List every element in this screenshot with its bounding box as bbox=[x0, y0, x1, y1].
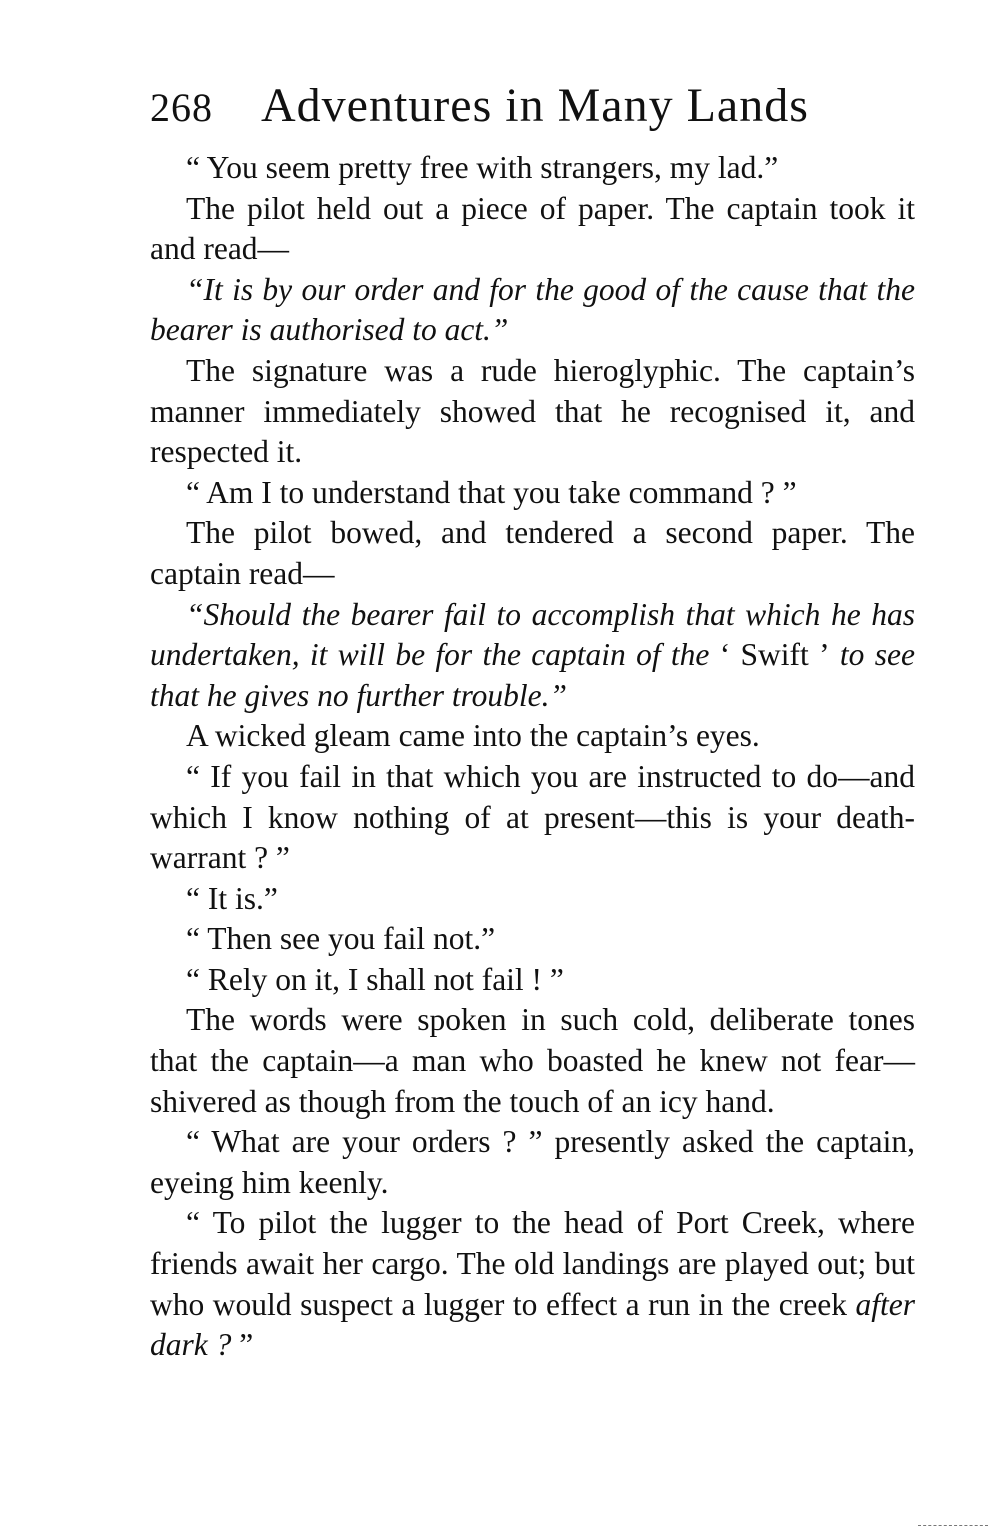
paragraph: “ What are your orders ? ” presently asked the captain, eyeing him keenly. bbox=[150, 1124, 915, 1200]
paragraph-text: ” bbox=[231, 1327, 254, 1363]
paragraph: “ Rely on it, I shall not fail ! ” bbox=[186, 961, 564, 997]
paragraph: “ Am I to understand that you take command ? ” bbox=[186, 474, 797, 510]
paragraph: “ You seem pretty free with strangers, my lad.” bbox=[186, 150, 779, 185]
ship-name: ‘ Swift ’ bbox=[719, 637, 830, 673]
paragraph: The signature was a rude hieroglyphic. The captain’s manner immediately showed that he recognised it, and respected it. bbox=[150, 352, 915, 470]
emphasis: after dark ? bbox=[150, 1286, 915, 1363]
paragraph: “ If you fail in that which you are instructed to do—and which I know nothing of at present—this is your death-warrant ? ” bbox=[150, 758, 915, 876]
quoted-note bbox=[150, 595, 915, 717]
body-text bbox=[150, 148, 915, 1366]
paragraph: The pilot held out a piece of paper. The captain took it and read— bbox=[150, 190, 915, 267]
paragraph: A wicked gleam came into the captain’s eyes. bbox=[186, 718, 760, 754]
quoted-note: “It is by our order and for the good of the cause that the bearer is authorised to act.” bbox=[150, 271, 915, 348]
book-title: Adventures in Many Lands bbox=[261, 79, 809, 132]
page-number: 268 bbox=[150, 85, 213, 130]
paragraph: The words were spoken in such cold, deliberate tones that the captain—a man who boasted he knew not fear—shivered as though from the touch of an icy hand. bbox=[150, 1002, 915, 1119]
paragraph: The pilot bowed, and tendered a second paper. The captain read— bbox=[150, 515, 915, 591]
note-text: “Should the bearer fail to accomplish that which he has undertaken, it will be for the captain of the bbox=[150, 596, 915, 673]
running-head bbox=[150, 78, 915, 148]
scan-mark bbox=[918, 1525, 988, 1526]
paragraph bbox=[150, 1203, 915, 1365]
paragraph: “ It is.” bbox=[186, 880, 278, 916]
paragraph: “ Then see you fail not.” bbox=[186, 921, 496, 957]
book-page bbox=[150, 78, 915, 1366]
paragraph-text: “ To pilot the lugger to the head of Port Creek, where friends await her cargo. The old landings are played out; but who would suspect a lugger to effect a run in the creek bbox=[150, 1205, 915, 1322]
note-text: to see that he gives no further trouble.” bbox=[150, 637, 915, 713]
